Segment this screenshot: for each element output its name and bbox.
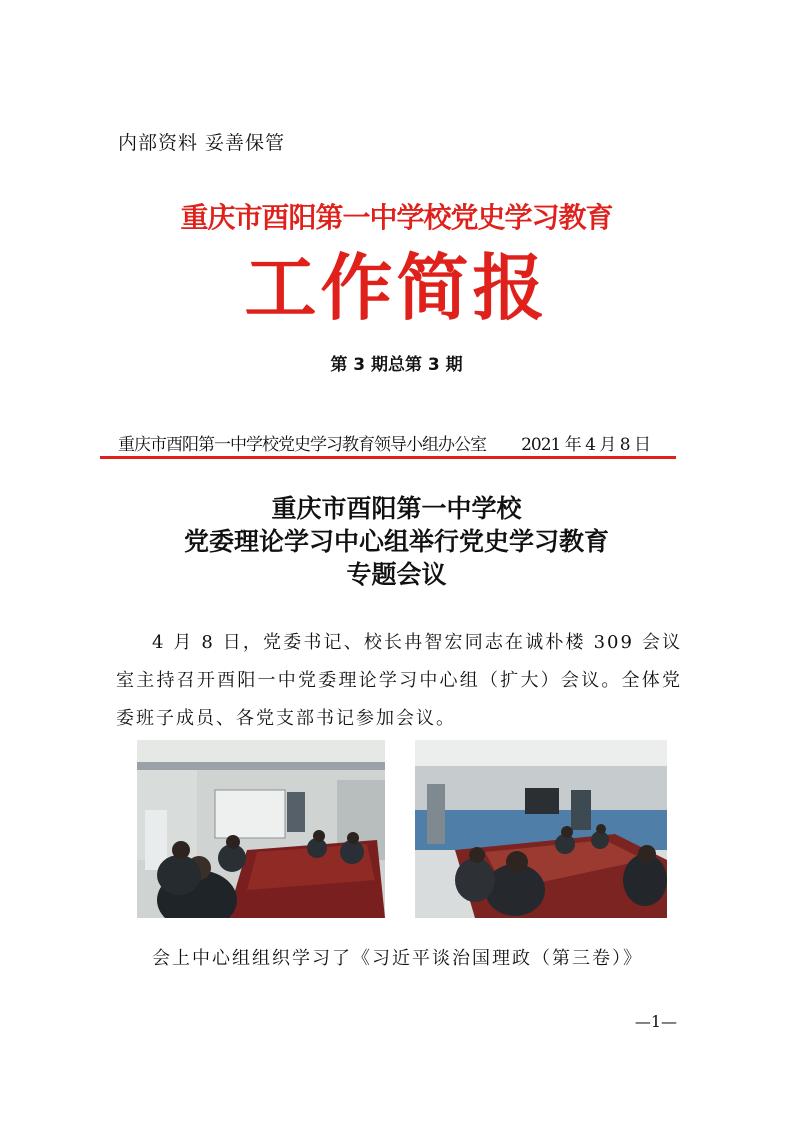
organization-title: 重庆市酉阳第一中学校党史学习教育 [180,201,613,234]
page-number: —1— [634,1012,677,1031]
issuing-office: 重庆市酉阳第一中学校党史学习教育领导小组办公室 [118,435,486,455]
issuer-line [118,430,676,454]
issue-date: 2021 年 4 月 8 日 [521,435,650,455]
article-title [0,492,793,591]
red-divider [100,456,676,459]
meeting-photo-right [415,740,667,918]
meeting-photo-left [137,740,385,918]
article-title-line: 专题会议 [346,560,447,589]
article-paragraph: 4 月 8 日，党委书记、校长冉智宏同志在诚朴楼 309 会议室主持召开酉阳一中党委理论学习中心组（扩大）会议。全体党委班子成员、各党支部书记参加会议。 [116,632,682,729]
article-title-line: 重庆市酉阳第一中学校 [271,494,522,523]
classification-label: 内部资料 妥善保管 [118,132,286,154]
bulletin-title: 工作简报 [244,245,549,330]
issue-number: 第 3 期总第 3 期 [330,355,463,375]
article-paragraph: 会上中心组组织学习了《习近平谈治国理政（第三卷）》 [152,948,643,969]
article-title-line: 党委理论学习中心组举行党史学习教育 [183,527,609,556]
